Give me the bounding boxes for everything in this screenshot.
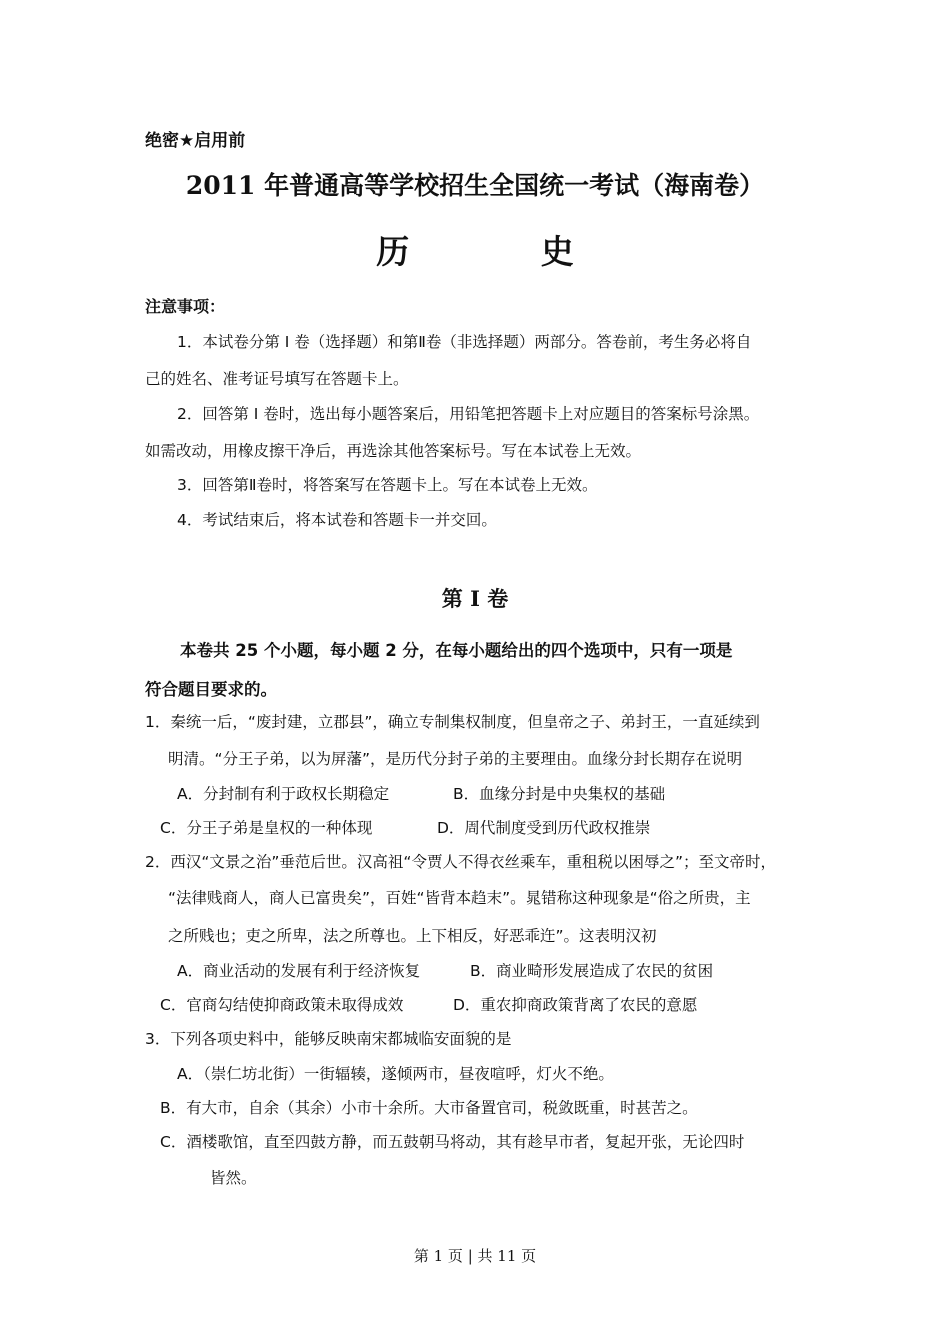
subject-title: 历 史	[376, 232, 634, 271]
notice-heading: 注意事项：	[145, 297, 226, 316]
part-1-intro-line-2: 符合题目要求的。	[145, 680, 277, 699]
question-1-option-b: B．血缘分封是中央集权的基础	[453, 785, 666, 803]
question-2-stem-line-1: 2．西汉“文景之治”垂范后世。汉高祖“令贾人不得衣丝乘车，重租税以困辱之”；至文帝时，	[145, 853, 776, 871]
question-1-stem-line-1: 1．秦统一后，“废封建，立郡县”，确立专制集权制度，但皇帝之子、弟封王，一直延续到	[145, 713, 760, 731]
question-1-option-c: C．分王子弟是皇权的一种体现	[160, 819, 373, 837]
question-2-option-c: C．官商勾结使抑商政策未取得成效	[160, 996, 404, 1014]
notice-item-1-line-2: 己的姓名、准考证号填写在答题卡上。	[145, 370, 409, 388]
question-3-option-c-line-2: 皆然。	[210, 1169, 257, 1187]
question-2-option-d: D．重农抑商政策背离了农民的意愿	[453, 996, 698, 1014]
notice-item-1-line-1: 1．本试卷分第 I 卷（选择题）和第Ⅱ卷（非选择题）两部分。答卷前，考生务必将自	[177, 333, 752, 351]
question-3-option-c-line-1: C．酒楼歌馆，直至四鼓方静，而五鼓朝马将动，其有趁早市者，复起开张，无论四时	[160, 1133, 745, 1151]
page-footer: 第 1 页 | 共 11 页	[413, 1247, 537, 1265]
question-1-stem-line-2: 明清。“分王子弟，以为屏藩”，是历代分封子弟的主要理由。血缘分封长期存在说明	[168, 750, 743, 768]
notice-item-3: 3．回答第Ⅱ卷时，将答案写在答题卡上。写在本试卷上无效。	[177, 476, 598, 494]
question-2-stem-line-2: “法律贱商人，商人已富贵矣”，百姓“皆背本趋末”。晁错称这种现象是“俗之所贵，主	[168, 889, 751, 907]
part-1-intro-line-1: 本卷共 25 个小题，每小题 2 分，在每小题给出的四个选项中，只有一项是	[180, 641, 733, 660]
question-2-stem-line-3: 之所贱也；吏之所卑，法之所尊也。上下相反，好恶乖迕”。这表明汉初	[168, 927, 657, 945]
question-3-stem: 3．下列各项史料中，能够反映南宋都城临安面貌的是	[145, 1030, 512, 1048]
exam-title: 2011 年普通高等学校招生全国统一考试（海南卷）	[185, 171, 765, 200]
part-1-heading: 第 I 卷	[441, 586, 509, 611]
question-1-option-d: D．周代制度受到历代政权推崇	[437, 819, 651, 837]
question-1-option-a: A．分封制有利于政权长期稳定	[177, 785, 390, 803]
notice-item-4: 4．考试结束后，将本试卷和答题卡一并交回。	[177, 511, 497, 529]
question-2-option-a: A．商业活动的发展有利于经济恢复	[177, 962, 421, 980]
question-3-option-b: B．有大市，自余（其余）小市十余所。大市备置官司，税敛既重，时甚苦之。	[160, 1099, 698, 1117]
notice-item-2-line-2: 如需改动，用橡皮擦干净后，再选涂其他答案标号。写在本试卷上无效。	[145, 442, 642, 460]
secret-mark: 绝密★启用前	[145, 131, 246, 151]
question-2-option-b: B．商业畸形发展造成了农民的贫困	[470, 962, 714, 980]
notice-item-2-line-1: 2．回答第 I 卷时，选出每小题答案后，用铅笔把答题卡上对应题目的答案标号涂黑。	[177, 405, 760, 423]
question-3-option-a: A．（崇仁坊北街）一街辐辏，遂倾两市，昼夜喧呼，灯火不绝。	[177, 1065, 614, 1083]
